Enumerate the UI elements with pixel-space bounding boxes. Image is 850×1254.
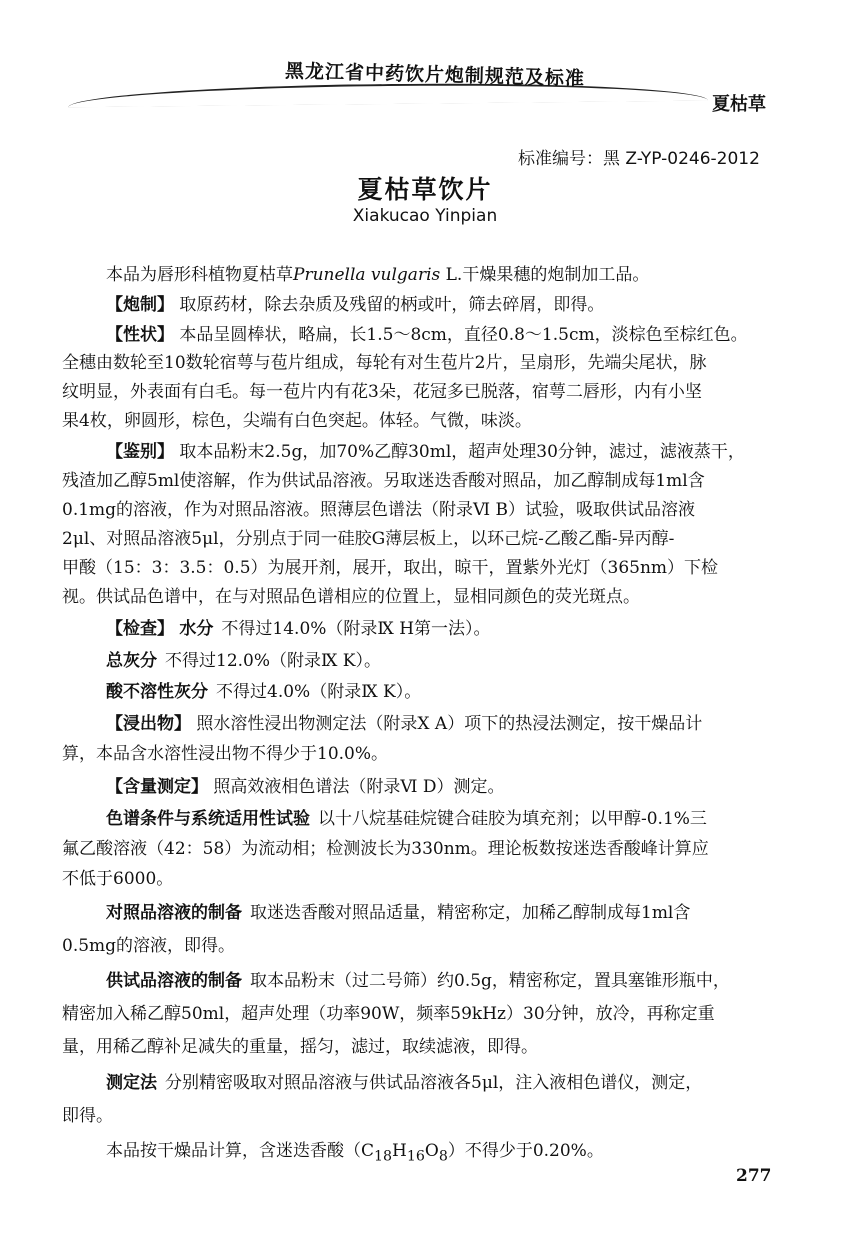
- page-number: 277: [736, 1166, 772, 1186]
- subsection-label: 总灰分: [106, 651, 157, 671]
- section-label: 【炮制】: [106, 295, 174, 315]
- section-label: 【鉴别】: [106, 442, 174, 462]
- subsection-label: 对照品溶液的制备: [106, 903, 242, 923]
- section-jinchuwu: 【浸出物】 照水溶性浸出物测定法（附录Ⅹ A）项下的热浸法测定，按干燥品计: [106, 714, 703, 734]
- text-line: 量，用稀乙醇补足减失的重量，摇匀，滤过，取续滤液，即得。: [62, 1037, 538, 1057]
- section-xingzhuang: 【性状】 本品呈圆棒状，略扁，长1.5～8cm，直径0.8～1.5cm，淡棕色至棕红色。: [106, 325, 748, 345]
- page-title: 夏枯草饮片: [357, 175, 493, 204]
- text-line: 不低于6000。: [62, 869, 174, 889]
- text-line: 残渣加乙醇5ml使溶解，作为供试品溶液。另取迷迭香酸对照品，加乙醇制成每1ml含: [62, 471, 705, 491]
- text-line: 甲酸（15：3：3.5：0.5）为展开剂，展开，取出，晾干，置紫外光灯（365nm）下检: [62, 558, 719, 578]
- section-jiancha: 【检查】 水分 不得过14.0%（附录Ⅸ H第一法）。: [106, 619, 491, 639]
- text-line: 算，本品含水溶性浸出物不得少于10.0%。: [62, 744, 389, 764]
- section-jianbie: 【鉴别】 取本品粉末2.5g，加70%乙醇30ml，超声处理30分钟，滤过，滤液蒸干，: [106, 442, 745, 462]
- text-line: 0.5mg的溶液，即得。: [62, 936, 236, 956]
- section-label: 【检查】: [106, 619, 174, 639]
- subsection-label: 供试品溶液的制备: [106, 971, 242, 991]
- text-line: 果4枚，卵圆形，棕色，尖端有白色突起。体轻。气微，味淡。: [62, 411, 532, 431]
- chromatographic-conditions: 色谱条件与系统适用性试验 以十八烷基硅烷键合硅胶为填充剂；以甲醇-0.1%三: [106, 809, 707, 829]
- section-label: 【含量测定】: [106, 777, 208, 797]
- reference-solution-prep: 对照品溶液的制备 取迷迭香酸对照品适量，精密称定，加稀乙醇制成每1ml含: [106, 903, 691, 923]
- intro-paragraph: 本品为唇形科植物夏枯草Prunella vulgaris L.干燥果穗的炮制加工品。: [106, 265, 650, 285]
- page-subtitle-pinyin: Xiakucao Yinpian: [352, 206, 498, 226]
- text-line: 纹明显，外表面有白毛。每一苞片内有花3朵，花冠多已脱落，宿萼二唇形，内有小坚: [62, 382, 702, 402]
- subsection-label: 测定法: [106, 1073, 157, 1093]
- text-line: 即得。: [62, 1106, 113, 1126]
- section-hanliang: 【含量测定】 照高效液相色谱法（附录Ⅵ D）测定。: [106, 777, 505, 797]
- running-header-herb: 夏枯草: [712, 94, 766, 115]
- content-requirement: 本品按干燥品计算，含迷迭香酸$(C_{18}H_{16}O_8)$不得少于0.20%。: [106, 1141, 604, 1165]
- subsection-label: 色谱条件与系统适用性试验: [106, 809, 310, 829]
- text-line: 氟乙酸溶液（42：58）为流动相；检测波长为330nm。理论板数按迷迭香酸峰计算应: [62, 839, 709, 859]
- text-line: 全穗由数轮至10数轮宿萼与苞片组成，每轮有对生苞片2片，呈扇形，先端尖尾状，脉: [62, 353, 707, 373]
- subsection-label: 酸不溶性灰分: [106, 682, 208, 702]
- standard-number: 标准编号：黑 Z-YP-0246-2012: [518, 149, 760, 169]
- text-line: 精密加入稀乙醇50ml，超声处理（功率90W，频率59kHz）30分钟，放冷，再称定重: [62, 1004, 715, 1024]
- determination-method: 测定法 分别精密吸取对照品溶液与供试品溶液各5μl，注入液相色谱仪，测定，: [106, 1073, 703, 1093]
- running-header-title: 黑龙江省中药饮片炮制规范及标准: [284, 60, 586, 90]
- test-solution-prep: 供试品溶液的制备 取本品粉末（过二号筛）约0.5g，精密称定，置具塞锥形瓶中，: [106, 971, 730, 991]
- section-label: 【性状】: [106, 325, 174, 345]
- text-line: 视。供试品色谱中，在与对照品色谱相应的位置上，显相同颜色的荧光斑点。: [62, 587, 640, 607]
- text-line: 0.1mg的溶液，作为对照品溶液。照薄层色谱法（附录Ⅵ B）试验，吸取供试品溶液: [62, 500, 696, 520]
- check-acid-ash: 酸不溶性灰分 不得过4.0%（附录Ⅸ K）。: [106, 682, 422, 702]
- subsection-label: 水分: [179, 619, 214, 639]
- section-paozhi: 【炮制】 取原药材，除去杂质及残留的柄或叶，筛去碎屑，即得。: [106, 295, 605, 315]
- section-label: 【浸出物】: [106, 714, 191, 734]
- check-total-ash: 总灰分 不得过12.0%（附录Ⅸ K）。: [106, 651, 382, 671]
- text-line: 2μl、对照品溶液5μl，分别点于同一硅胶G薄层板上，以环己烷-乙酸乙酯-异丙醇-: [62, 529, 675, 549]
- latin-name: Prunella vulgaris: [293, 265, 441, 285]
